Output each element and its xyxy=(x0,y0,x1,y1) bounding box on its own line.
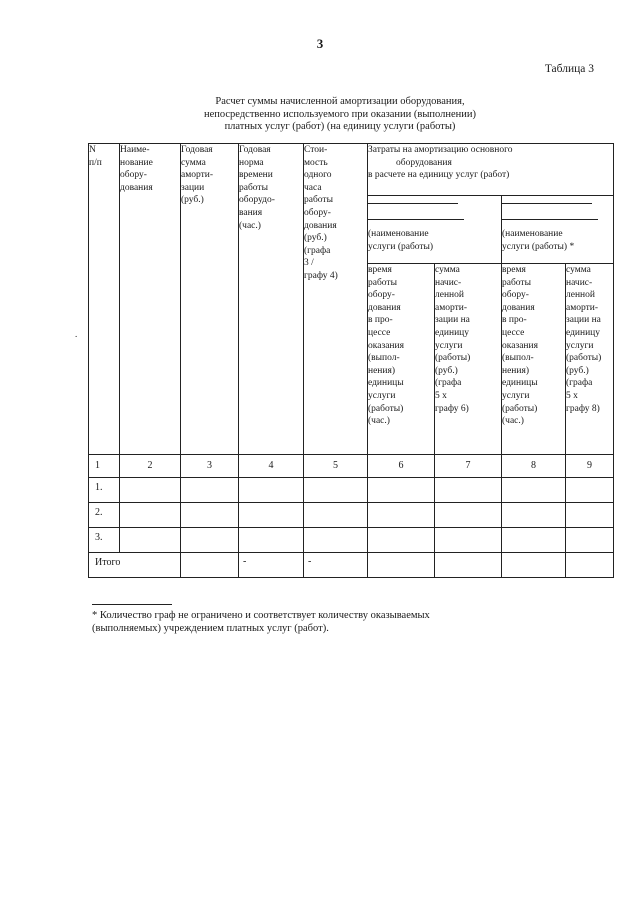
footnote-line: * Количество граф не ограничено и соответствует количеству оказываемых xyxy=(92,610,430,621)
footnote xyxy=(92,609,532,635)
table-cell xyxy=(181,478,239,503)
header-col-3: Годовая сумма аморти- зации (руб.) xyxy=(181,144,239,455)
title-line: платных услуг (работ) (на единицу услуги (работы) xyxy=(224,121,456,132)
total-label: Итого xyxy=(89,553,181,578)
table-cell xyxy=(304,503,368,528)
table-cell xyxy=(181,553,239,578)
blank-line xyxy=(368,212,464,220)
table-cell xyxy=(181,528,239,553)
table-cell xyxy=(566,528,614,553)
blank-line xyxy=(368,196,458,204)
column-number: 4 xyxy=(239,455,304,478)
table-cell xyxy=(368,478,435,503)
header-col-5: Стои- мость одного часа работы обору- дования (руб.) (графа 3 / графу 4) xyxy=(304,144,368,455)
table-cell xyxy=(502,503,566,528)
table-cell xyxy=(239,478,304,503)
table-cell xyxy=(304,528,368,553)
table-label: Таблица 3 xyxy=(544,63,594,75)
table-row xyxy=(89,503,614,528)
column-number: 3 xyxy=(181,455,239,478)
table-cell xyxy=(120,503,181,528)
table-cell xyxy=(239,528,304,553)
dash-cell: - xyxy=(239,553,304,578)
row-number: 3. xyxy=(89,528,120,553)
table-row xyxy=(89,478,614,503)
footnote-divider xyxy=(92,604,172,605)
table-cell xyxy=(120,478,181,503)
table-cell xyxy=(502,478,566,503)
header-costs: Затраты на амортизацию основного оборудования в расчете на единицу услуг (работ) xyxy=(368,144,614,196)
table-cell xyxy=(435,478,502,503)
blank-line xyxy=(502,212,598,220)
column-number: 5 xyxy=(304,455,368,478)
dash-cell: - xyxy=(304,553,368,578)
table-row xyxy=(89,528,614,553)
table-cell xyxy=(566,553,614,578)
table-cell xyxy=(181,503,239,528)
margin-mark: . xyxy=(75,329,78,339)
column-number: 6 xyxy=(368,455,435,478)
header-col-7: сумма начис- ленной аморти- зации на единицу услуги (работы) (руб.) (графа 5 х графу 6) xyxy=(435,264,502,455)
column-number: 2 xyxy=(120,455,181,478)
footnote-line: (выполняемых) учреждением платных услуг (работ). xyxy=(92,623,329,634)
table-cell xyxy=(435,503,502,528)
table-cell xyxy=(502,528,566,553)
column-number-row xyxy=(89,455,614,478)
header-col-8: время работы обору- дования в про- цессе оказания (выпол- нения) единицы услуги (работы) (час.) xyxy=(502,264,566,455)
table-cell xyxy=(566,503,614,528)
title-line: непосредственно используемого при оказании (выполнении) xyxy=(203,108,477,120)
header-service-2: (наименование услуги (работы) * xyxy=(502,196,614,264)
header-service-1: (наименование услуги (работы) xyxy=(368,196,502,264)
header-col-9: сумма начис- ленной аморти- зации на единицу услуги (работы) (руб.) (графа 5 х графу 8) xyxy=(566,264,614,455)
column-number: 9 xyxy=(566,455,614,478)
title-line: Расчет суммы начисленной амортизации оборудования, xyxy=(215,96,465,107)
total-row xyxy=(89,553,614,578)
column-number: 1 xyxy=(89,455,120,478)
header-col-1: N п/п xyxy=(89,144,120,455)
table-cell xyxy=(435,528,502,553)
page-number: 3 xyxy=(316,36,324,51)
table-cell xyxy=(368,528,435,553)
header-col-2: Наиме- нование обору- дования xyxy=(120,144,181,455)
amortization-table xyxy=(88,143,614,578)
table-cell xyxy=(502,553,566,578)
row-number: 1. xyxy=(89,478,120,503)
table-cell xyxy=(435,553,502,578)
column-number: 7 xyxy=(435,455,502,478)
table-cell xyxy=(368,503,435,528)
table-cell xyxy=(120,528,181,553)
table-cell xyxy=(304,478,368,503)
table-title xyxy=(150,96,530,134)
column-number: 8 xyxy=(502,455,566,478)
blank-line xyxy=(502,196,592,204)
header-col-4: Годовая норма времени работы оборудо- вания (час.) xyxy=(239,144,304,455)
row-number: 2. xyxy=(89,503,120,528)
table-cell xyxy=(566,478,614,503)
header-col-6: время работы обору- дования в про- цессе оказания (выпол- нения) единицы услуги (работы) (час.) xyxy=(368,264,435,455)
table-cell xyxy=(368,553,435,578)
table-cell xyxy=(239,503,304,528)
